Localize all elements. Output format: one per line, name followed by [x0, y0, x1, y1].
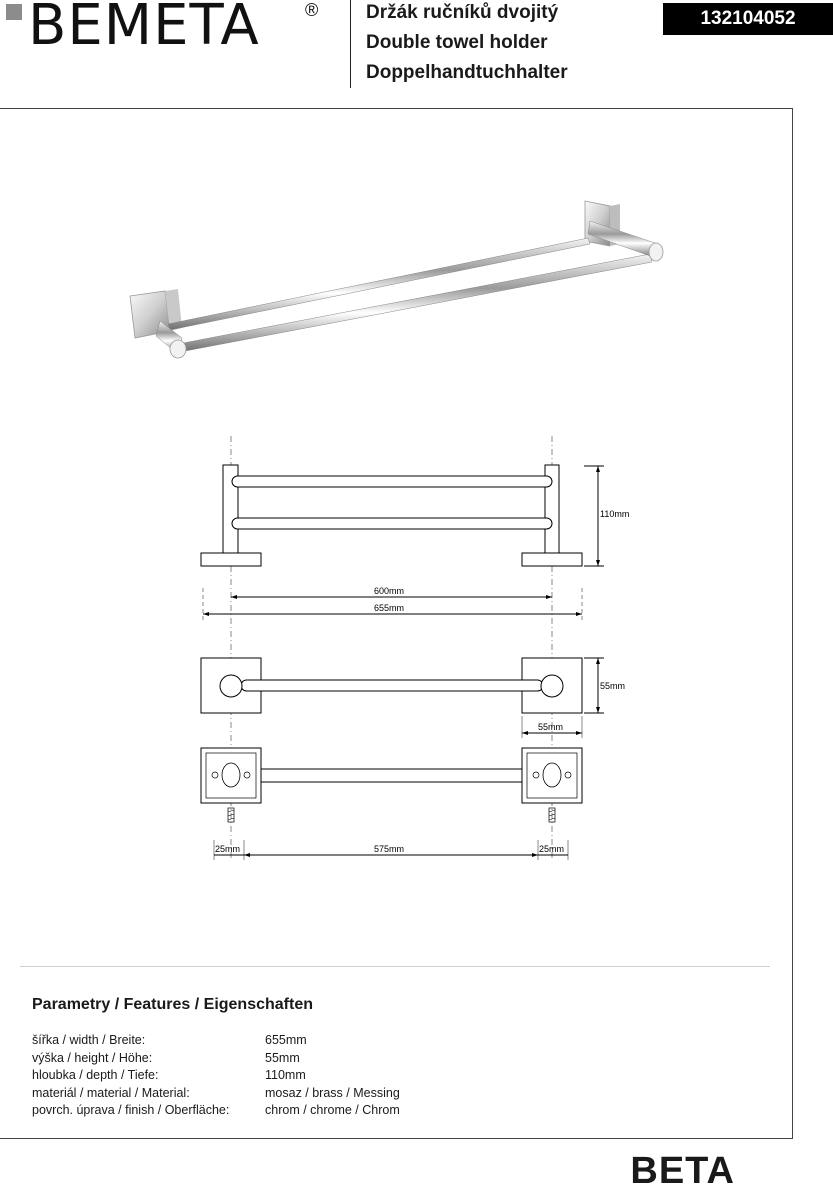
spec-label: výška / height / Höhe: — [32, 1050, 153, 1065]
mounting-view — [201, 748, 582, 822]
spec-row-depth — [32, 1067, 400, 1085]
technical-drawing — [190, 430, 630, 870]
lower-bar — [178, 254, 652, 352]
logo-square-icon — [6, 4, 22, 20]
top-view — [201, 658, 582, 713]
spec-value: 55mm — [265, 1050, 300, 1065]
dimension-25-right: 25mm — [539, 844, 565, 854]
series-name: BETA — [630, 1150, 735, 1192]
spec-label: šířka / width / Breite: — [32, 1033, 146, 1047]
dimension-55-width: 55mm — [538, 722, 564, 732]
spec-label: povrch. úprava / finish / Oberfläche: — [32, 1103, 230, 1117]
features-divider — [20, 966, 770, 967]
product-code-badge: 132104052 — [663, 3, 833, 35]
spec-row-height — [32, 1050, 400, 1068]
dimension-575: 575mm — [374, 844, 405, 854]
spec-label: hloubka / depth / Tiefe: — [32, 1068, 159, 1082]
header-divider — [350, 0, 351, 88]
dimension-25-left: 25mm — [215, 844, 241, 854]
spec-row-finish — [32, 1102, 400, 1120]
left-wall-plate — [130, 289, 182, 338]
title-german: Doppelhandtuchhalter — [366, 62, 568, 83]
dimension-600: 600mm — [374, 586, 405, 596]
registered-mark: ® — [305, 0, 319, 20]
spec-row-material — [32, 1085, 400, 1103]
spec-label: materiál / material / Material: — [32, 1085, 190, 1100]
spec-value: 655mm — [265, 1033, 307, 1047]
right-end-cap — [649, 243, 663, 261]
title-english: Double towel holder — [366, 32, 548, 53]
dimension-655: 655mm — [374, 603, 405, 613]
spec-table — [32, 1032, 400, 1120]
spec-value: mosaz / brass / Messing — [265, 1085, 400, 1100]
features-heading: Parametry / Features / Eigenschaften — [32, 996, 313, 1013]
spec-row-width — [32, 1032, 400, 1050]
dimension-110: 110mm — [600, 509, 630, 519]
dimension-55-height: 55mm — [600, 681, 626, 691]
title-czech: Držák ručníků dvojitý — [366, 2, 559, 23]
spec-value: chrom / chrome / Chrom — [265, 1103, 400, 1117]
spec-value: 110mm — [265, 1068, 306, 1082]
left-end-cap — [170, 340, 186, 358]
front-view — [201, 465, 582, 566]
brand-logo: BEMETA — [28, 0, 260, 58]
product-photo — [110, 196, 680, 371]
